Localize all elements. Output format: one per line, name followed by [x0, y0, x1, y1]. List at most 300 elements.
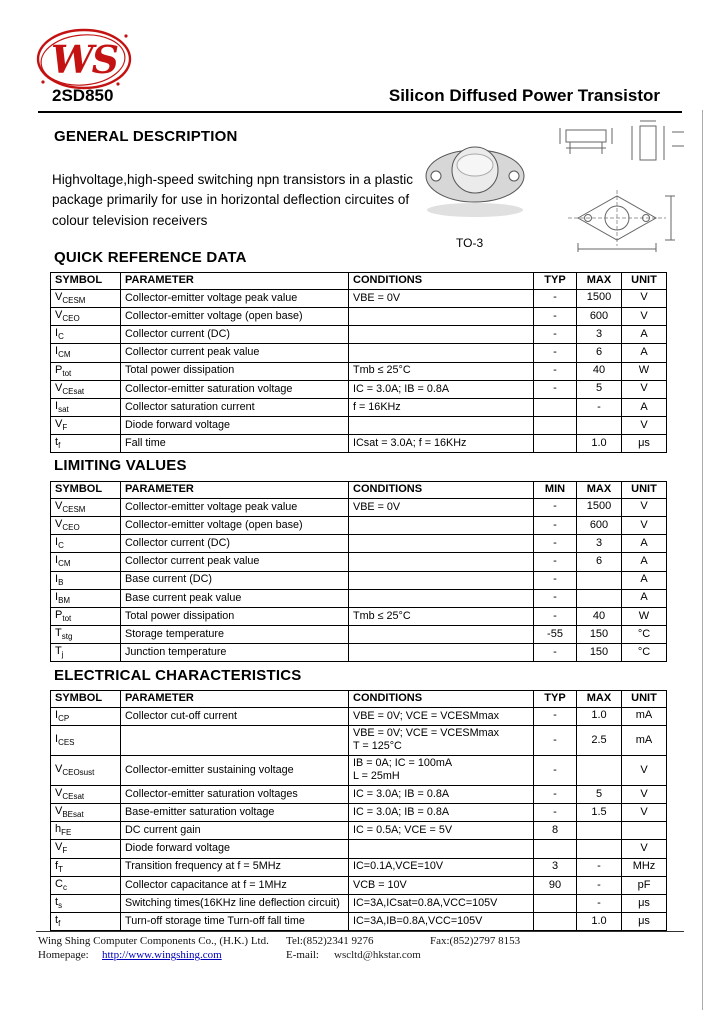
- parameter-cell: Collector capacitance at f = 1MHz: [121, 876, 349, 894]
- condition-line: IC=3A,ICsat=0.8A,VCC=105V: [353, 896, 498, 909]
- parameter-cell: Base-emitter saturation voltage: [121, 804, 349, 822]
- part-number: 2SD850: [52, 86, 114, 105]
- col-parameter: PARAMETER: [121, 273, 349, 290]
- table-row: [51, 289, 667, 307]
- general-description-heading: GENERAL DESCRIPTION: [54, 128, 238, 145]
- max-cell: 5: [577, 785, 622, 803]
- symbol-cell: [51, 644, 121, 662]
- max-cell: [577, 755, 622, 785]
- unit-cell: V: [622, 840, 667, 858]
- col-parameter: PARAMETER: [121, 482, 349, 499]
- max-cell: 150: [577, 626, 622, 644]
- symbol-main: V: [55, 841, 63, 854]
- max-cell: -: [577, 895, 622, 913]
- symbol-cell: [51, 362, 121, 380]
- typ-min-cell: -: [534, 326, 577, 344]
- parameter-cell: Transition frequency at f = 5MHz: [121, 858, 349, 876]
- typ-min-cell: -: [534, 380, 577, 398]
- table-row: [51, 725, 667, 755]
- typ-min-cell: 90: [534, 876, 577, 894]
- condition-line: VCB = 10V: [353, 878, 407, 891]
- symbol-cell: [51, 755, 121, 785]
- condition-line: VBE = 0V; VCE = VCESMmax: [353, 726, 500, 739]
- max-cell: 2.5: [577, 725, 622, 755]
- symbol-main: V: [55, 786, 63, 799]
- max-cell: 1500: [577, 289, 622, 307]
- col-symbol: SYMBOL: [51, 691, 121, 708]
- parameter-cell: Collector saturation current: [121, 398, 349, 416]
- typ-min-cell: -: [534, 516, 577, 534]
- symbol-subscript: CM: [58, 559, 71, 569]
- condition-line: VBE = 0V; VCE = VCESMmax: [353, 709, 500, 722]
- footer-row-1: [36, 935, 684, 949]
- symbol-cell: [51, 876, 121, 894]
- package-type-label: TO-3: [456, 236, 484, 250]
- max-cell: [577, 417, 622, 435]
- typ-min-cell: -: [534, 644, 577, 662]
- unit-cell: V: [622, 785, 667, 803]
- col-unit: UNIT: [622, 691, 667, 708]
- symbol-main: V: [55, 381, 63, 394]
- conditions-cell: [349, 913, 534, 931]
- parameter-cell: Collector current (DC): [121, 326, 349, 344]
- max-cell: [577, 589, 622, 607]
- unit-cell: V: [622, 307, 667, 325]
- typ-min-cell: [534, 840, 577, 858]
- symbol-main: h: [55, 823, 62, 836]
- max-cell: [577, 840, 622, 858]
- conditions-cell: [349, 307, 534, 325]
- table-row: [51, 707, 667, 725]
- table-row: [51, 644, 667, 662]
- table-row: [51, 417, 667, 435]
- telephone-number: Tel:(852)2341 9276: [286, 935, 374, 947]
- condition-line: ICsat = 3.0A; f = 16KHz: [353, 437, 467, 450]
- symbol-main: P: [55, 608, 63, 621]
- conditions-cell: [349, 785, 534, 803]
- to3-can-drawing: [426, 147, 524, 217]
- typ-min-cell: -: [534, 571, 577, 589]
- symbol-cell: [51, 435, 121, 453]
- conditions-cell: [349, 326, 534, 344]
- typ-min-cell: [534, 398, 577, 416]
- max-cell: -: [577, 858, 622, 876]
- parameter-cell: [121, 725, 349, 755]
- unit-cell: V: [622, 380, 667, 398]
- electrical-characteristics-table: [50, 690, 667, 931]
- email-address: wscltd@hkstar.com: [334, 949, 421, 961]
- col-conditions: CONDITIONS: [349, 273, 534, 290]
- symbol-main: V: [55, 308, 63, 321]
- homepage-label: Homepage:: [38, 949, 89, 961]
- condition-line: IC=0.1A,VCE=10V: [353, 860, 444, 873]
- table-row: [51, 571, 667, 589]
- unit-cell: A: [622, 398, 667, 416]
- symbol-subscript: s: [58, 901, 63, 911]
- symbol-main: t: [55, 436, 59, 449]
- symbol-subscript: tot: [62, 614, 72, 624]
- logo-dot: [124, 34, 127, 37]
- symbol-cell: [51, 307, 121, 325]
- parameter-cell: Collector-emitter voltage (open base): [121, 516, 349, 534]
- max-cell: 5: [577, 380, 622, 398]
- symbol-cell: [51, 589, 121, 607]
- typ-min-cell: -: [534, 804, 577, 822]
- unit-cell: A: [622, 571, 667, 589]
- symbol-main: f: [55, 859, 59, 872]
- parameter-cell: Collector-emitter voltage peak value: [121, 289, 349, 307]
- table-row: [51, 398, 667, 416]
- max-cell: [577, 822, 622, 840]
- symbol-main: V: [55, 499, 63, 512]
- condition-line: VBE = 0V: [353, 291, 401, 304]
- conditions-cell: [349, 289, 534, 307]
- symbol-subscript: CESM: [62, 504, 86, 514]
- parameter-cell: Collector cut-off current: [121, 707, 349, 725]
- symbol-subscript: T: [58, 864, 63, 874]
- unit-cell: pF: [622, 876, 667, 894]
- conditions-cell: [349, 553, 534, 571]
- max-cell: 1.0: [577, 435, 622, 453]
- conditions-cell: [349, 535, 534, 553]
- conditions-cell: [349, 707, 534, 725]
- parameter-cell: Base current peak value: [121, 589, 349, 607]
- typ-min-cell: [534, 417, 577, 435]
- limiting-values-table-wrap: [50, 481, 667, 662]
- typ-min-cell: -: [534, 498, 577, 516]
- symbol-subscript: F: [62, 423, 68, 433]
- condition-line: T = 125°C: [353, 740, 402, 753]
- symbol-cell: [51, 840, 121, 858]
- col-parameter: PARAMETER: [121, 691, 349, 708]
- conditions-cell: [349, 571, 534, 589]
- parameter-cell: Base current (DC): [121, 571, 349, 589]
- col-symbol: SYMBOL: [51, 482, 121, 499]
- symbol-subscript: CM: [58, 350, 71, 360]
- unit-cell: μs: [622, 435, 667, 453]
- symbol-subscript: CEOsust: [62, 767, 95, 777]
- conditions-cell: [349, 626, 534, 644]
- max-cell: 3: [577, 326, 622, 344]
- conditions-cell: [349, 417, 534, 435]
- col-unit: UNIT: [622, 482, 667, 499]
- symbol-cell: [51, 398, 121, 416]
- title-bar: [38, 86, 682, 113]
- unit-cell: A: [622, 535, 667, 553]
- table-row: [51, 589, 667, 607]
- table-row: [51, 535, 667, 553]
- unit-cell: mA: [622, 707, 667, 725]
- symbol-main: I: [55, 732, 59, 745]
- symbol-cell: [51, 535, 121, 553]
- max-cell: 6: [577, 344, 622, 362]
- max-cell: 40: [577, 362, 622, 380]
- table-header-row: [51, 482, 667, 499]
- limiting-values-heading: LIMITING VALUES: [54, 457, 187, 474]
- symbol-subscript: tot: [62, 368, 72, 378]
- typ-min-cell: [534, 895, 577, 913]
- symbol-subscript: C: [58, 541, 64, 551]
- symbol-main: V: [55, 290, 63, 303]
- parameter-cell: Collector current peak value: [121, 344, 349, 362]
- conditions-cell: [349, 895, 534, 913]
- symbol-cell: [51, 626, 121, 644]
- max-cell: 1.0: [577, 707, 622, 725]
- symbol-subscript: stg: [61, 632, 73, 642]
- electrical-characteristics-heading: ELECTRICAL CHARACTERISTICS: [54, 667, 302, 684]
- col-typ: TYP: [534, 273, 577, 290]
- symbol-cell: [51, 895, 121, 913]
- table-row: [51, 326, 667, 344]
- table-row: [51, 804, 667, 822]
- symbol-cell: [51, 913, 121, 931]
- unit-cell: A: [622, 326, 667, 344]
- table-row: [51, 913, 667, 931]
- fax-number: Fax:(852)2797 8153: [430, 935, 521, 947]
- table-row: [51, 362, 667, 380]
- company-name: Wing Shing Computer Components Co., (H.K.) Ltd.: [38, 935, 269, 947]
- symbol-main: P: [55, 363, 63, 376]
- typ-min-cell: -: [534, 289, 577, 307]
- col-max: MAX: [577, 482, 622, 499]
- symbol-subscript: f: [58, 919, 61, 929]
- symbol-main: I: [55, 554, 59, 567]
- homepage-link[interactable]: http://www.wingshing.com: [102, 949, 222, 961]
- symbol-main: T: [55, 645, 62, 658]
- symbol-subscript: F: [62, 846, 68, 856]
- table-row: [51, 822, 667, 840]
- unit-cell: A: [622, 344, 667, 362]
- unit-cell: A: [622, 589, 667, 607]
- condition-line: Tmb ≤ 25°C: [353, 364, 411, 377]
- parameter-cell: Storage temperature: [121, 626, 349, 644]
- parameter-cell: Collector current (DC): [121, 535, 349, 553]
- condition-line: IB = 0A; IC = 100mA: [353, 756, 453, 769]
- conditions-cell: [349, 589, 534, 607]
- table-header-row: [51, 691, 667, 708]
- conditions-cell: [349, 822, 534, 840]
- typ-min-cell: -: [534, 785, 577, 803]
- max-cell: 1500: [577, 498, 622, 516]
- max-cell: 600: [577, 516, 622, 534]
- symbol-subscript: c: [62, 883, 67, 892]
- table-row: [51, 380, 667, 398]
- page-title: Silicon Diffused Power Transistor: [388, 86, 660, 105]
- conditions-cell: [349, 398, 534, 416]
- page-edge-line: [702, 110, 703, 1010]
- symbol-cell: [51, 553, 121, 571]
- col-max: MAX: [577, 691, 622, 708]
- symbol-main: V: [55, 517, 63, 530]
- unit-cell: A: [622, 553, 667, 571]
- max-cell: [577, 571, 622, 589]
- symbol-cell: [51, 725, 121, 755]
- col-conditions: CONDITIONS: [349, 482, 534, 499]
- table-row: [51, 516, 667, 534]
- symbol-subscript: FE: [61, 828, 72, 838]
- parameter-cell: Collector-emitter voltage peak value: [121, 498, 349, 516]
- parameter-cell: Total power dissipation: [121, 607, 349, 625]
- symbol-subscript: BEsat: [62, 810, 84, 820]
- parameter-cell: Collector-emitter sustaining voltage: [121, 755, 349, 785]
- typ-min-cell: 3: [534, 858, 577, 876]
- unit-cell: °C: [622, 644, 667, 662]
- parameter-cell: Total power dissipation: [121, 362, 349, 380]
- parameter-cell: DC current gain: [121, 822, 349, 840]
- symbol-main: I: [55, 399, 59, 412]
- symbol-main: V: [55, 805, 63, 818]
- typ-min-cell: -: [534, 589, 577, 607]
- table-row: [51, 876, 667, 894]
- unit-cell: V: [622, 804, 667, 822]
- typ-min-cell: [534, 913, 577, 931]
- dimension-drawing-side: [560, 121, 684, 160]
- symbol-subscript: BM: [58, 595, 71, 605]
- conditions-cell: [349, 607, 534, 625]
- col-min: MIN: [534, 482, 577, 499]
- unit-cell: °C: [622, 626, 667, 644]
- quick-reference-table-wrap: [50, 272, 667, 453]
- unit-cell: μs: [622, 913, 667, 931]
- symbol-main: I: [55, 327, 59, 340]
- package-figure: [420, 118, 705, 256]
- parameter-cell: Diode forward voltage: [121, 417, 349, 435]
- symbol-cell: [51, 804, 121, 822]
- symbol-main: t: [55, 896, 59, 908]
- symbol-cell: [51, 571, 121, 589]
- table-row: [51, 858, 667, 876]
- conditions-cell: [349, 344, 534, 362]
- symbol-subscript: CEsat: [62, 792, 85, 802]
- col-unit: UNIT: [622, 273, 667, 290]
- logo-text: WS: [50, 37, 118, 82]
- max-cell: 3: [577, 535, 622, 553]
- conditions-cell: [349, 362, 534, 380]
- parameter-cell: Collector-emitter saturation voltages: [121, 785, 349, 803]
- symbol-main: C: [55, 877, 63, 890]
- condition-line: IC = 3.0A; IB = 0.8A: [353, 787, 450, 800]
- symbol-cell: [51, 516, 121, 534]
- unit-cell: MHz: [622, 858, 667, 876]
- symbol-subscript: CP: [58, 713, 70, 723]
- max-cell: -: [577, 876, 622, 894]
- general-description-text: Highvoltage,high-speed switching npn transistors in a plastic package primarily for use in horizontal deflection circuites of colour television receivers: [52, 171, 413, 229]
- condition-line: IC = 3.0A; IB = 0.8A: [353, 805, 450, 818]
- symbol-main: I: [55, 590, 59, 603]
- parameter-cell: Fall time: [121, 435, 349, 453]
- unit-cell: μs: [622, 895, 667, 913]
- conditions-cell: [349, 725, 534, 755]
- parameter-cell: Diode forward voltage: [121, 840, 349, 858]
- condition-line: VBE = 0V: [353, 500, 401, 513]
- quick-reference-heading: QUICK REFERENCE DATA: [54, 249, 247, 266]
- col-typ: TYP: [534, 691, 577, 708]
- limiting-values-table: [50, 481, 667, 662]
- symbol-subscript: sat: [58, 405, 69, 415]
- unit-cell: V: [622, 289, 667, 307]
- table-row: [51, 755, 667, 785]
- table-row: [51, 498, 667, 516]
- typ-min-cell: 8: [534, 822, 577, 840]
- parameter-cell: Collector current peak value: [121, 553, 349, 571]
- symbol-cell: [51, 707, 121, 725]
- symbol-subscript: f: [58, 441, 61, 451]
- parameter-cell: Collector-emitter saturation voltage: [121, 380, 349, 398]
- conditions-cell: [349, 498, 534, 516]
- symbol-cell: [51, 607, 121, 625]
- typ-min-cell: -: [534, 535, 577, 553]
- max-cell: 150: [577, 644, 622, 662]
- symbol-subscript: CES: [58, 738, 75, 748]
- symbol-cell: [51, 785, 121, 803]
- electrical-characteristics-table-wrap: [50, 690, 667, 931]
- symbol-subscript: j: [61, 650, 64, 660]
- max-cell: 40: [577, 607, 622, 625]
- symbol-cell: [51, 289, 121, 307]
- symbol-main: t: [55, 914, 59, 927]
- conditions-cell: [349, 840, 534, 858]
- condition-line: f = 16KHz: [353, 400, 401, 413]
- page-footer: [36, 931, 684, 963]
- symbol-cell: [51, 380, 121, 398]
- table-row: [51, 344, 667, 362]
- typ-min-cell: -: [534, 607, 577, 625]
- symbol-main: V: [55, 418, 63, 431]
- parameter-cell: Collector-emitter voltage (open base): [121, 307, 349, 325]
- condition-line: L = 25mH: [353, 770, 400, 783]
- typ-min-cell: -: [534, 553, 577, 571]
- table-row: [51, 553, 667, 571]
- col-symbol: SYMBOL: [51, 273, 121, 290]
- conditions-cell: [349, 644, 534, 662]
- condition-line: IC = 3.0A; IB = 0.8A: [353, 382, 450, 395]
- symbol-subscript: C: [58, 332, 64, 342]
- col-max: MAX: [577, 273, 622, 290]
- max-cell: -: [577, 398, 622, 416]
- symbol-main: T: [55, 627, 62, 640]
- typ-min-cell: -: [534, 725, 577, 755]
- table-row: [51, 785, 667, 803]
- symbol-cell: [51, 858, 121, 876]
- typ-min-cell: -: [534, 707, 577, 725]
- symbol-subscript: CESM: [62, 295, 86, 305]
- conditions-cell: [349, 755, 534, 785]
- condition-line: Tmb ≤ 25°C: [353, 609, 411, 622]
- conditions-cell: [349, 876, 534, 894]
- typ-min-cell: -: [534, 362, 577, 380]
- max-cell: 1.5: [577, 804, 622, 822]
- symbol-main: V: [55, 762, 63, 775]
- symbol-subscript: CEO: [62, 523, 80, 533]
- table-row: [51, 435, 667, 453]
- symbol-main: I: [55, 536, 59, 549]
- table-row: [51, 307, 667, 325]
- max-cell: 6: [577, 553, 622, 571]
- parameter-cell: Switching times(16KHz line deflection circuit): [121, 895, 349, 913]
- symbol-subscript: CEsat: [62, 386, 85, 396]
- conditions-cell: [349, 380, 534, 398]
- unit-cell: mA: [622, 725, 667, 755]
- unit-cell: [622, 822, 667, 840]
- conditions-cell: [349, 435, 534, 453]
- table-row: [51, 840, 667, 858]
- typ-min-cell: -: [534, 755, 577, 785]
- max-cell: 1.0: [577, 913, 622, 931]
- parameter-cell: Turn-off storage time Turn-off fall time: [121, 913, 349, 931]
- conditions-cell: [349, 858, 534, 876]
- symbol-cell: [51, 417, 121, 435]
- symbol-cell: [51, 498, 121, 516]
